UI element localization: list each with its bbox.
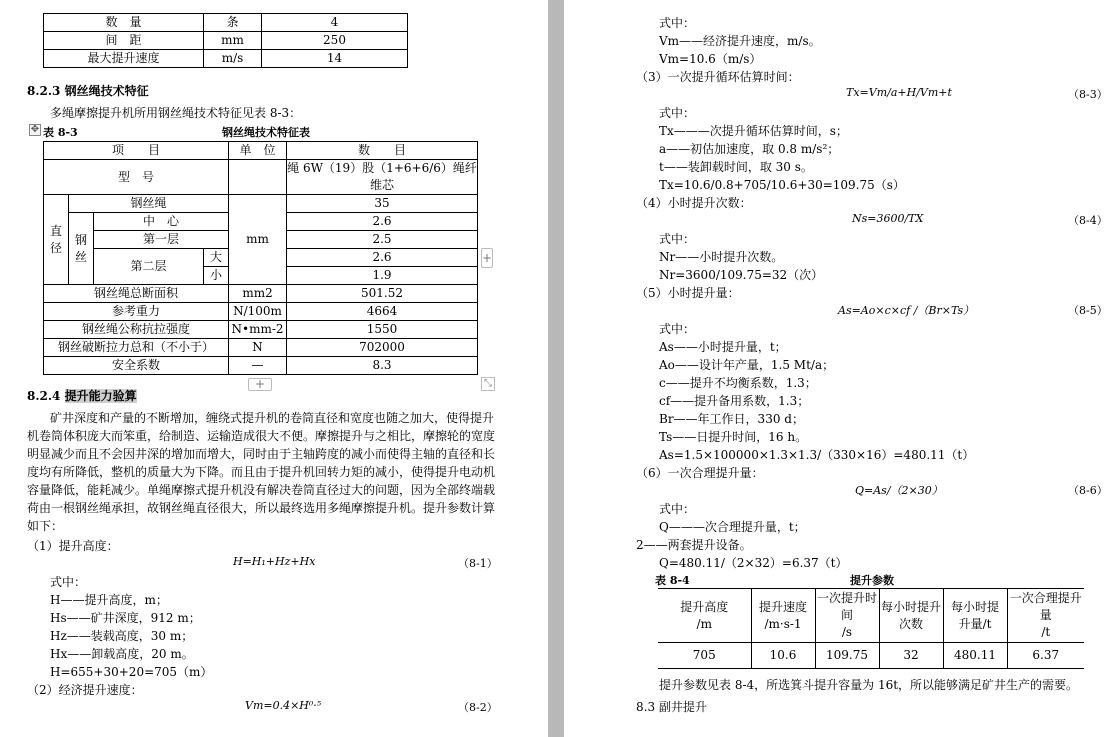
top-table-fragment: [43, 13, 408, 68]
table-row: [44, 285, 478, 303]
item-heading: （6）一次合理提升量：: [636, 466, 764, 480]
equation-number: （8-6）: [1068, 484, 1108, 497]
paragraph-line: 机卷筒体积庞大而笨重，给制造、运输造成很大不便。摩擦提升与之相比，摩擦轮的宽度: [27, 429, 496, 443]
header-cell: [879, 589, 943, 643]
header-text: 每小时提: [950, 599, 999, 614]
table-title: 钢丝绳技术特征表: [222, 126, 310, 139]
table-cell: 最大提升速度: [44, 50, 204, 68]
table-cell: mm2: [229, 285, 287, 303]
table-header-row: [658, 589, 1084, 643]
intro-text: 多绳摩擦提升机所用钢丝绳技术特征见表 8-3：: [50, 106, 302, 120]
table-cell: m/s: [204, 50, 262, 68]
item-heading: （4）小时提升次数：: [636, 196, 752, 210]
header-cell: [751, 589, 815, 643]
equation-8-6: Q=As/（2×30）: [855, 484, 943, 497]
table-cell: 1.9: [287, 267, 478, 285]
equation-8-1: H=H₁+Hz+Hx: [233, 555, 316, 568]
table-cell: 钢丝绳: [69, 195, 229, 213]
header-text: /m: [696, 616, 712, 631]
table-cell: 35: [287, 195, 478, 213]
table-cell: 型 号: [44, 160, 229, 195]
lift-parameter-table: [658, 588, 1084, 669]
header-value: 数 目: [287, 142, 478, 160]
paragraph-line: 如下：: [27, 519, 64, 533]
paragraph-line: 矿井深度和产量的不断增加，缠绕式提升机的卷筒直径和宽度也随之加大，使得提升: [50, 411, 495, 425]
definition-line: 2——两套提升设备。: [636, 538, 752, 552]
table-title: 提升参数: [850, 574, 894, 587]
table-cell: 第一层: [94, 231, 229, 249]
header-text: 每小时提升: [880, 599, 941, 614]
table-cell: 大: [204, 249, 229, 267]
table-cell: N: [229, 339, 287, 357]
where-label: 式中：: [659, 16, 696, 30]
equation-number: （8-4）: [1068, 214, 1108, 227]
calculation-line: H=655+30+20=705（m）: [50, 665, 213, 679]
section-heading-8-3: 8.3 副井提升: [636, 700, 707, 714]
table-cell: [229, 160, 287, 195]
definition-line: a——初估加速度，取 0.8 m/s²；: [659, 142, 840, 156]
section-heading-8-2-4: [27, 387, 137, 404]
header-cell: [815, 589, 879, 643]
table-label: 表 8-3: [43, 126, 78, 139]
paragraph-line: 容量降低，能耗减少。单绳摩擦式提升机没有解决卷筒直径过大的问题，因为全部终端载: [27, 483, 496, 497]
table-header-row: [44, 142, 478, 160]
table-cell: 8.3: [287, 357, 478, 375]
table-row: [658, 643, 1084, 669]
table-move-handle-icon[interactable]: ✥: [30, 124, 40, 135]
header-text: /t: [1041, 625, 1051, 639]
right-page: [564, 0, 1112, 737]
table-row: [44, 32, 408, 50]
header-text: 一次提升时: [816, 591, 877, 605]
header-text: /s: [841, 625, 853, 639]
table-row: [44, 339, 478, 357]
definition-line: cf——提升备用系数，1.3；: [659, 394, 810, 408]
equation-number: （8-1）: [458, 557, 498, 570]
table-cell: 间 距: [44, 32, 204, 50]
table-cell-diameter: 直径: [44, 195, 69, 285]
definition-line: Tx———次提升循环估算时间，s；: [659, 124, 848, 138]
table-cell: 钢丝绳总断面积: [44, 285, 229, 303]
definition-line: H——提升高度，m；: [50, 593, 168, 607]
table-cell: mm: [204, 32, 262, 50]
section-heading-8-2-3: 8.2.3 钢丝绳技术特征: [27, 84, 149, 98]
table-cell: 10.6: [751, 643, 815, 669]
table-cell: 705: [658, 643, 751, 669]
definition-line: Hx——卸载高度，20 m。: [50, 647, 194, 661]
calculation-line: Nr=3600/109.75=32（次）: [659, 268, 824, 282]
where-label: 式中：: [659, 502, 696, 516]
definition-line: Q———次合理提升量，t；: [659, 520, 806, 534]
table-cell: N•mm-2: [229, 321, 287, 339]
table-cell: —: [229, 357, 287, 375]
definition-line: Hz——装载高度，30 m；: [50, 629, 194, 643]
table-cell: 数 量: [44, 14, 204, 32]
table-row: [44, 357, 478, 375]
table-row: [44, 160, 478, 195]
header-cell: [1007, 589, 1084, 643]
equation-8-2: Vm=0.4×H⁰·⁵: [245, 699, 322, 712]
header-text: 次数: [898, 616, 923, 631]
header-text: /m·s-1: [764, 616, 802, 631]
table-cell: 2.5: [287, 231, 478, 249]
header-cell: [658, 589, 751, 643]
table-resize-icon[interactable]: ⤡: [481, 377, 495, 391]
table-cell: 250: [262, 32, 408, 50]
header-text: 升量/t: [958, 616, 992, 631]
definition-line: Hs——矿井深度，912 m；: [50, 611, 201, 625]
table-cell: 2.6: [287, 249, 478, 267]
table-cell: N/100m: [229, 303, 287, 321]
header-text: 量: [1039, 608, 1052, 622]
table-cell: 条: [204, 14, 262, 32]
definition-line: Ao——设计年产量，1.5 Mt/a；: [659, 358, 835, 372]
equation-8-3: Tx=Vm/a+H/Vm+t: [846, 86, 952, 99]
table-cell: 702000: [287, 339, 478, 357]
definition-line: Nr——小时提升次数。: [659, 250, 784, 264]
table-cell: 安全系数: [44, 357, 229, 375]
table-cell: 参考重力: [44, 303, 229, 321]
table-cell: 小: [204, 267, 229, 285]
calculation-line: Q=480.11/（2×32）=6.37（t）: [659, 556, 848, 570]
header-text: 提升速度: [758, 599, 807, 614]
definition-line: Vm——经济提升速度，m/s。: [659, 34, 821, 48]
where-label: 式中：: [659, 232, 696, 246]
table-row: [44, 14, 408, 32]
conclusion-text: 提升参数见表 8-4，所选箕斗提升容量为 16t，所以能够满足矿井生产的需要。: [659, 678, 1079, 692]
section-title-highlighted: 提升能力验算: [64, 389, 137, 403]
add-column-button[interactable]: +: [481, 248, 493, 268]
table-cell: 14: [262, 50, 408, 68]
table-row: [44, 195, 478, 213]
table-cell: 钢丝破断拉力总和（不小于）: [44, 339, 229, 357]
table-cell: 2.6: [287, 213, 478, 231]
left-page: [0, 0, 548, 737]
item-heading: （2）经济提升速度：: [27, 683, 143, 697]
equation-number: （8-3）: [1068, 88, 1108, 101]
table-cell: 501.52: [287, 285, 478, 303]
paragraph-line: 荷由一根钢丝绳承担，故钢丝绳直径很大，所以最终选用多绳摩擦提升机。提升参数计算: [27, 501, 496, 515]
definition-line: As——小时提升量，t；: [659, 340, 787, 354]
table-cell: 中 心: [94, 213, 229, 231]
where-label: 式中：: [50, 575, 87, 589]
table-cell: 6.37: [1007, 643, 1084, 669]
equation-8-5: As=Ao×c×cf /（Br×Ts）: [838, 304, 975, 317]
rope-spec-table: [43, 141, 478, 375]
header-text: 间: [840, 608, 853, 622]
table-row: [44, 321, 478, 339]
item-heading: （3）一次提升循环估算时间：: [636, 70, 800, 84]
header-item: 项 目: [44, 142, 229, 160]
header-text: 提升高度: [680, 599, 729, 614]
table-cell: 1550: [287, 321, 478, 339]
item-heading: （5）小时提升量：: [636, 286, 740, 300]
table-cell: 绳 6W（19）股（1+6+6/6）绳纤维芯: [287, 160, 478, 195]
table-cell: 109.75: [815, 643, 879, 669]
table-cell-unit-mm: mm: [229, 195, 287, 285]
header-text: 一次合理提升: [1009, 591, 1082, 605]
table-row: [44, 50, 408, 68]
header-cell: [943, 589, 1007, 643]
page-gutter: [548, 0, 564, 737]
table-cell: 4: [262, 14, 408, 32]
table-label: 表 8-4: [655, 574, 690, 587]
definition-line: t——装卸载时间，取 30 s。: [659, 160, 813, 174]
table-cell: 4664: [287, 303, 478, 321]
table-cell-wire: 钢丝: [69, 213, 94, 285]
equation-number: （8-2）: [458, 701, 498, 714]
calculation-line: Tx=10.6/0.8+705/10.6+30=109.75（s）: [659, 178, 905, 192]
equation-8-4: Ns=3600/TX: [852, 212, 924, 225]
header-unit: 单 位: [229, 142, 287, 160]
paragraph-line: 明显减少而且不会因井深的增加而增大，同时由于主轴跨度的减小而使得主轴的直径和长: [27, 447, 496, 461]
table-cell: 钢丝绳公称抗拉强度: [44, 321, 229, 339]
paragraph-line: 度均有所降低，整机的质量大为下降。而且由于提升机回转力矩的减小，使得提升电动机: [27, 465, 496, 479]
table-cell: 480.11: [943, 643, 1007, 669]
calculation-line: Vm=10.6（m/s）: [659, 52, 762, 66]
section-number: 8.2.4: [27, 389, 65, 403]
definition-line: c——提升不均衡系数，1.3；: [659, 376, 817, 390]
table-cell: 第二层: [94, 249, 204, 285]
calculation-line: As=1.5×100000×1.3×1.3/（330×16）=480.11（t）: [659, 448, 975, 462]
where-label: 式中：: [659, 322, 696, 336]
definition-line: Br——年工作日，330 d；: [659, 412, 804, 426]
where-label: 式中：: [659, 106, 696, 120]
table-row: [44, 303, 478, 321]
add-row-button[interactable]: +: [248, 378, 272, 391]
definition-line: Ts——日提升时间，16 h。: [659, 430, 808, 444]
item-heading: （1）提升高度：: [27, 539, 119, 553]
table-cell: 32: [879, 643, 943, 669]
equation-number: （8-5）: [1068, 304, 1108, 317]
